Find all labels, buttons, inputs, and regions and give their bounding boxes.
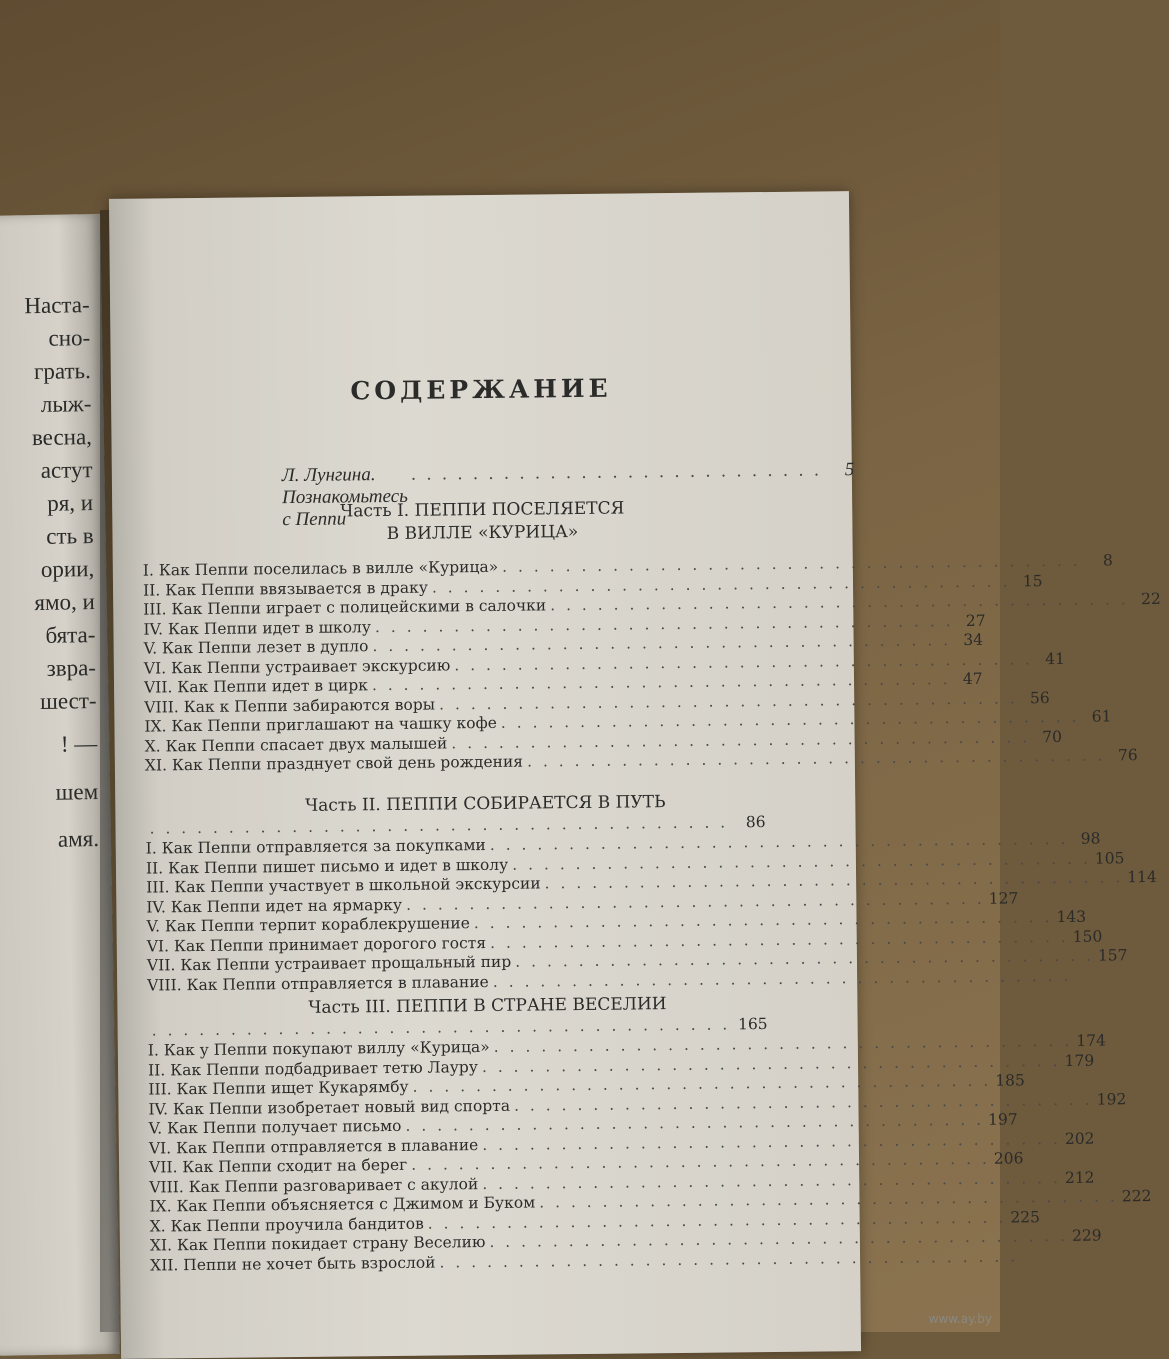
page-title: СОДЕРЖАНИЕ (111, 371, 851, 408)
left-page-line: сно- (48, 325, 90, 352)
chapter-title: XI. Как Пеппи празднует свой день рождения (145, 752, 523, 776)
contents-page (109, 191, 861, 1359)
page-number: 206 (994, 1148, 1022, 1168)
leader-dots: . . . . . . . . . . . . . . . . . . . . . . . . . . . . . . . . . . . . . (527, 745, 1106, 771)
leader-dots: . . . . . . . . . . . . . . . . . . . . . . . . . . . . . . . . . . . . . (489, 1226, 1068, 1252)
leader-dots: . . . . . . . . . . . . . . . . . . . . . . . . . . . . . . . . . . . . . (413, 1071, 992, 1097)
part-2-heading-line: Часть II. ПЕППИ СОБИРАЕТСЯ В ПУТЬ (115, 789, 855, 820)
chapter-title: IX. Как Пеппи объясняется с Джимом и Буком (149, 1192, 535, 1216)
leader-dots: . . . . . . . . . . . . . . . . . . . . . . . . . . . . . . . . . . . . . (439, 1246, 1018, 1272)
chapter-title: II. Как Пеппи пишет письмо и идет в школу (146, 854, 508, 878)
page-number: 143 (1056, 907, 1084, 927)
page-number: 61 (1083, 706, 1111, 726)
chapter-title: XI. Как Пеппи покидает страну Веселию (150, 1232, 486, 1256)
chapter-title: VIII. Как Пеппи разговаривает с акулой (149, 1174, 478, 1197)
page-number: 98 (1072, 829, 1100, 849)
chapter-title: IV. Как Пеппи идет в школу (143, 617, 371, 639)
left-page-line: ря, и (47, 490, 93, 517)
left-page-line: лыж- (41, 391, 92, 418)
chapter-title: X. Как Пеппи проучила бандитов (150, 1213, 424, 1236)
page-number: 185 (995, 1070, 1023, 1090)
leader-dots: . . . . . . . . . . . . . . . . . . . . . . . . . . . . . . . . . . . . . (439, 688, 1018, 714)
chapter-title: IV. Как Пеппи идет на ярмарку (146, 894, 402, 917)
leader-dots: . . . . . . . . . . . . . . . . . . . . . . . . . . . (411, 459, 822, 485)
page-number: 127 (989, 888, 1017, 908)
leader-dots: . . . . . . . . . . . . . . . . . . . . . . . . . . . . . . . . . . . . . (152, 1014, 735, 1040)
leader-dots: . . . . . . . . . . . . . . . . . . . . . . . . . . . . . . . . . . . . . (411, 1149, 990, 1175)
chapter-title: III. Как Пеппи ищет Кукарямбу (148, 1077, 409, 1100)
chapter-title: VI. Как Пеппи устраивает экскурсию (144, 655, 451, 678)
page-number: 212 (1065, 1167, 1093, 1187)
watermark: www.ay.by (929, 1312, 992, 1326)
left-page-line: ории, (41, 556, 95, 583)
page-number: 15 (1014, 571, 1042, 591)
chapter-title: V. Как Пеппи терпит кораблекрушение (146, 913, 470, 936)
leader-dots: . . . . . . . . . . . . . . . . . . . . . . . . . . . . . . . . . . . . . (515, 946, 1094, 972)
leader-dots: . . . . . . . . . . . . . . . . . . . . . . . . . . . . . . . . . . . . . (428, 1207, 1007, 1233)
page-number: 192 (1097, 1089, 1125, 1109)
left-page-line: ямо, и (34, 589, 95, 616)
leader-dots: . . . . . . . . . . . . . . . . . . . . . . . . . . . . . . . . . . . . . (375, 611, 954, 637)
intro-page-number: 5 (826, 459, 854, 481)
chapter-title: VII. Как Пеппи идет в цирк (144, 675, 368, 697)
leader-dots: . . . . . . . . . . . . . . . . . . . . . . . . . . . . . . . . . . . . . (493, 965, 1072, 991)
leader-dots: . . . . . . . . . . . . . . . . . . . . . . . . . . . . . . . . . . . . . (545, 867, 1124, 893)
part-1-heading-line-2: В ВИЛЛЕ «КУРИЦА» (112, 518, 852, 549)
left-page-line: звра- (46, 655, 96, 682)
leader-dots: . . . . . . . . . . . . . . . . . . . . . . . . . . . . . . . . . . . . . (149, 812, 733, 838)
page-number: 165 (738, 1014, 768, 1034)
page-number: 34 (955, 630, 983, 650)
page-number: 47 (954, 669, 982, 689)
page-number: 174 (1076, 1031, 1104, 1051)
chapter-title: VI. Как Пеппи отправляется в плавание (149, 1135, 479, 1158)
chapter-title: I. Как у Пеппи покупают виллу «Курица» (148, 1037, 490, 1061)
page-number: 114 (1127, 867, 1155, 887)
chapter-title: IX. Как Пеппи приглашают на чашку кофе (144, 713, 497, 737)
page-number: 225 (1010, 1207, 1038, 1227)
leader-dots: . . . . . . . . . . . . . . . . . . . . . . . . . . . . . . . . . . . . . (514, 1089, 1093, 1115)
page-number: 86 (737, 812, 765, 832)
chapter-title: XII. Пеппи не хочет быть взрослой (150, 1252, 436, 1275)
chapter-title: I. Как Пеппи отправляется за покупками (146, 835, 486, 859)
chapter-title: IV. Как Пеппи изобретает новый вид спорта (148, 1095, 510, 1119)
left-page-line: амя. (58, 826, 100, 853)
left-page-line: астут (41, 457, 93, 484)
part-1-heading (112, 495, 852, 549)
left-page-line: шест- (40, 688, 97, 715)
page-number: 157 (1098, 945, 1126, 965)
leader-dots: . . . . . . . . . . . . . . . . . . . . . . . . . . . . . . . . . . . . . (501, 707, 1080, 733)
page-number: 197 (988, 1109, 1016, 1129)
chapter-title: I. Как Пеппи поселилась в вилле «Курица» (143, 557, 499, 581)
leader-dots: . . . . . . . . . . . . . . . . . . . . . . . . . . . . . . . . . . . . . (490, 926, 1069, 952)
chapter-title: III. Как Пеппи играет с полицейскими в салочки (143, 595, 546, 619)
chapter-title: V. Как Пеппи получает письмо (149, 1116, 402, 1139)
leader-dots: . . . . . . . . . . . . . . . . . . . . . . . . . . . . . . . . . . . . . (550, 589, 1129, 615)
leader-dots: . . . . . . . . . . . . . . . . . . . . . . . . . . . . . . . . . . . . . (490, 829, 1069, 855)
page-number: 41 (1037, 648, 1065, 668)
page-number: 70 (1034, 726, 1062, 746)
leader-dots: . . . . . . . . . . . . . . . . . . . . . . . . . . . . . . . . . . . . . (454, 649, 1033, 675)
chapter-title: II. Как Пеппи подбадривает тетю Лауру (148, 1057, 478, 1080)
page-number: 105 (1095, 848, 1123, 868)
leader-dots: . . . . . . . . . . . . . . . . . . . . . . . . . . . . . . . . . . . . . (405, 1110, 984, 1136)
leader-dots: . . . . . . . . . . . . . . . . . . . . . . . . . . . . . . . . . . . . . (539, 1186, 1118, 1212)
left-page-line: бята- (45, 622, 95, 649)
leader-dots: . . . . . . . . . . . . . . . . . . . . . . . . . . . . . . . . . . . . . (482, 1050, 1061, 1076)
left-page-line: грать. (34, 358, 91, 385)
leader-dots: . . . . . . . . . . . . . . . . . . . . . . . . . . . . . . . . . . . . . (482, 1167, 1061, 1193)
leader-dots: . . . . . . . . . . . . . . . . . . . . . . . . . . . . . . . . . . . . . (502, 551, 1081, 577)
left-page-line: шем (55, 779, 98, 806)
part-1-heading-line-1: Часть I. ПЕППИ ПОСЕЛЯЕТСЯ (112, 495, 852, 526)
page-number: 222 (1122, 1186, 1150, 1206)
leader-dots: . . . . . . . . . . . . . . . . . . . . . . . . . . . . . . . . . . . . . (482, 1128, 1061, 1154)
leader-dots: . . . . . . . . . . . . . . . . . . . . . . . . . . . . . . . . . . . . . (512, 848, 1091, 874)
left-page-line: Наста- (24, 292, 90, 319)
page-number: 22 (1133, 589, 1161, 609)
left-page-line: сть в (46, 523, 94, 550)
part-3-heading-line: Часть III. ПЕППИ В СТРАНЕ ВЕСЕЛИИ (117, 991, 857, 1022)
chapter-title: VII. Как Пеппи устраивает прощальный пир (147, 952, 511, 976)
page-number: 56 (1022, 688, 1050, 708)
chapter-title: VII. Как Пеппи сходит на берег (149, 1155, 407, 1178)
page-number: 179 (1064, 1050, 1092, 1070)
left-page-line: весна, (32, 424, 92, 451)
page-number: 150 (1073, 926, 1101, 946)
chapter-title: III. Как Пеппи участвует в школьной экскурсии (146, 873, 541, 897)
page-number: 76 (1110, 745, 1138, 765)
page-number: 8 (1085, 550, 1113, 570)
intro-title: Л. Лунгина. Познакомьтесь с Пеппи (282, 464, 408, 531)
leader-dots: . . . . . . . . . . . . . . . . . . . . . . . . . . . . . . . . . . . . . (432, 571, 1011, 597)
page-number: 27 (958, 610, 986, 630)
page-number: 202 (1065, 1128, 1093, 1148)
leader-dots: . . . . . . . . . . . . . . . . . . . . . . . . . . . . . . . . . . . . . (474, 907, 1053, 933)
page-number: 229 (1072, 1226, 1100, 1246)
chapter-title: V. Как Пеппи лезет в дупло (144, 636, 369, 658)
chapter-title: VIII. Как Пеппи отправляется в плавание (147, 971, 489, 995)
leader-dots: . . . . . . . . . . . . . . . . . . . . . . . . . . . . . . . . . . . . . (451, 727, 1030, 753)
leader-dots: . . . . . . . . . . . . . . . . . . . . . . . . . . . . . . . . . . . . . (372, 669, 951, 695)
chapter-title: X. Как Пеппи спасает двух малышей (145, 733, 448, 756)
left-page-line: ! — (61, 731, 98, 758)
leader-dots: . . . . . . . . . . . . . . . . . . . . . . . . . . . . . . . . . . . . . (494, 1031, 1073, 1057)
leader-dots: . . . . . . . . . . . . . . . . . . . . . . . . . . . . . . . . . . . . . (406, 888, 985, 914)
chapter-title: VIII. Как к Пеппи забираются воры (144, 694, 435, 717)
chapter-title: VI. Как Пеппи принимает дорогого гостя (147, 932, 487, 956)
chapter-title: II. Как Пеппи ввязывается в драку (143, 577, 428, 600)
leader-dots: . . . . . . . . . . . . . . . . . . . . . . . . . . . . . . . . . . . . . (372, 630, 951, 656)
